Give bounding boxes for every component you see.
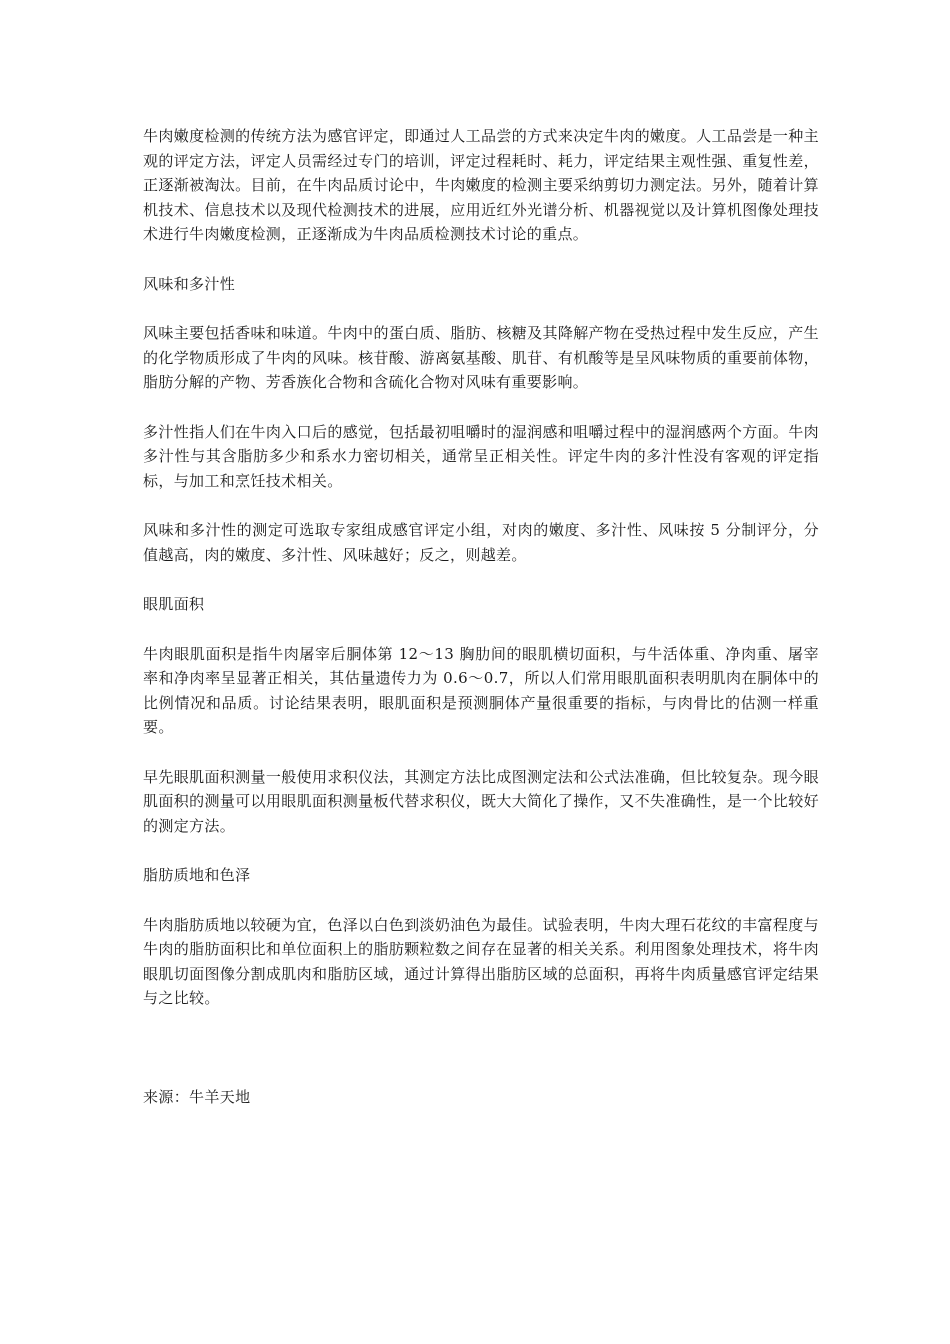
intro-paragraph: 牛肉嫩度检测的传统方法为感官评定，即通过人工品尝的方式来决定牛肉的嫩度。人工品尝是一种主观的评定方法，评定人员需经过专门的培训，评定过程耗时、耗力，评定结果主观性强、重复性差，正逐渐被淘汰。目前，在牛肉品质讨论中，牛肉嫩度的检测主要采纳剪切力测定法。另外，随着计算机技术、信息技术以及现代检测技术的进展，应用近红外光谱分析、机器视觉以及计算机图像处理技术进行牛肉嫩度检测，正逐渐成为牛肉品质检测技术讨论的重点。	[143, 127, 819, 243]
source-line: 来源：牛羊天地	[143, 1087, 251, 1106]
paragraph-fat-1: 牛肉脂肪质地以较硬为宜，色泽以白色到淡奶油色为最佳。试验表明，牛肉大理石花纹的丰富程度与牛肉的脂肪面积比和单位面积上的脂肪颗粒数之间存在显著的相关关系。利用图象处理技术，将牛肉眼肌切面图像分割成肌肉和脂肪区域，通过计算得出脂肪区域的总面积，再将牛肉质量感官评定结果与之比较。	[143, 915, 819, 1007]
blank-space	[143, 1036, 819, 1085]
section-heading-fat: 脂肪质地和色泽	[143, 866, 251, 884]
document-page	[143, 124, 819, 1109]
paragraph-flavor-2: 多汁性指人们在牛肉入口后的感觉，包括最初咀嚼时的湿润感和咀嚼过程中的湿润感两个方面。牛肉多汁性与其含脂肪多少和系水力密切相关，通常呈正相关性。评定牛肉的多汁性没有客观的评定指标，与加工和烹饪技术相关。	[143, 422, 819, 490]
section-heading-ribeye-area: 眼肌面积	[143, 595, 205, 613]
paragraph-flavor-3: 风味和多汁性的测定可选取专家组成感官评定小组，对肉的嫩度、多汁性、风味按 5 分制评分，分值越高，肉的嫩度、多汁性、风味越好；反之，则越差。	[143, 521, 819, 564]
paragraph-ribeye-1: 牛肉眼肌面积是指牛肉屠宰后胴体第 12～13 胸肋间的眼肌横切面积，与牛活体重、净肉重、屠宰率和净肉率呈显著正相关，其估量遗传力为 0.6～0.7，所以人们常用眼肌面积表明肌肉在胴体中的比例情况和品质。讨论结果表明，眼肌面积是预测胴体产量很重要的指标，与肉骨比的估测一样重要。	[143, 644, 819, 736]
section-heading-flavor: 风味和多汁性	[143, 274, 236, 293]
paragraph-ribeye-2: 早先眼肌面积测量一般使用求积仪法，其测定方法比成图测定法和公式法准确，但比较复杂。现今眼肌面积的测量可以用眼肌面积测量板代替求积仪，既大大简化了操作，又不失准确性，是一个比较好的测定方法。	[143, 767, 819, 835]
paragraph-flavor-1: 风味主要包括香味和味道。牛肉中的蛋白质、脂肪、核糖及其降解产物在受热过程中发生反应，产生的化学物质形成了牛肉的风味。核苷酸、游离氨基酸、肌苷、有机酸等是呈风味物质的重要前体物，脂肪分解的产物、芳香族化合物和含硫化合物对风味有重要影响。	[143, 324, 819, 391]
